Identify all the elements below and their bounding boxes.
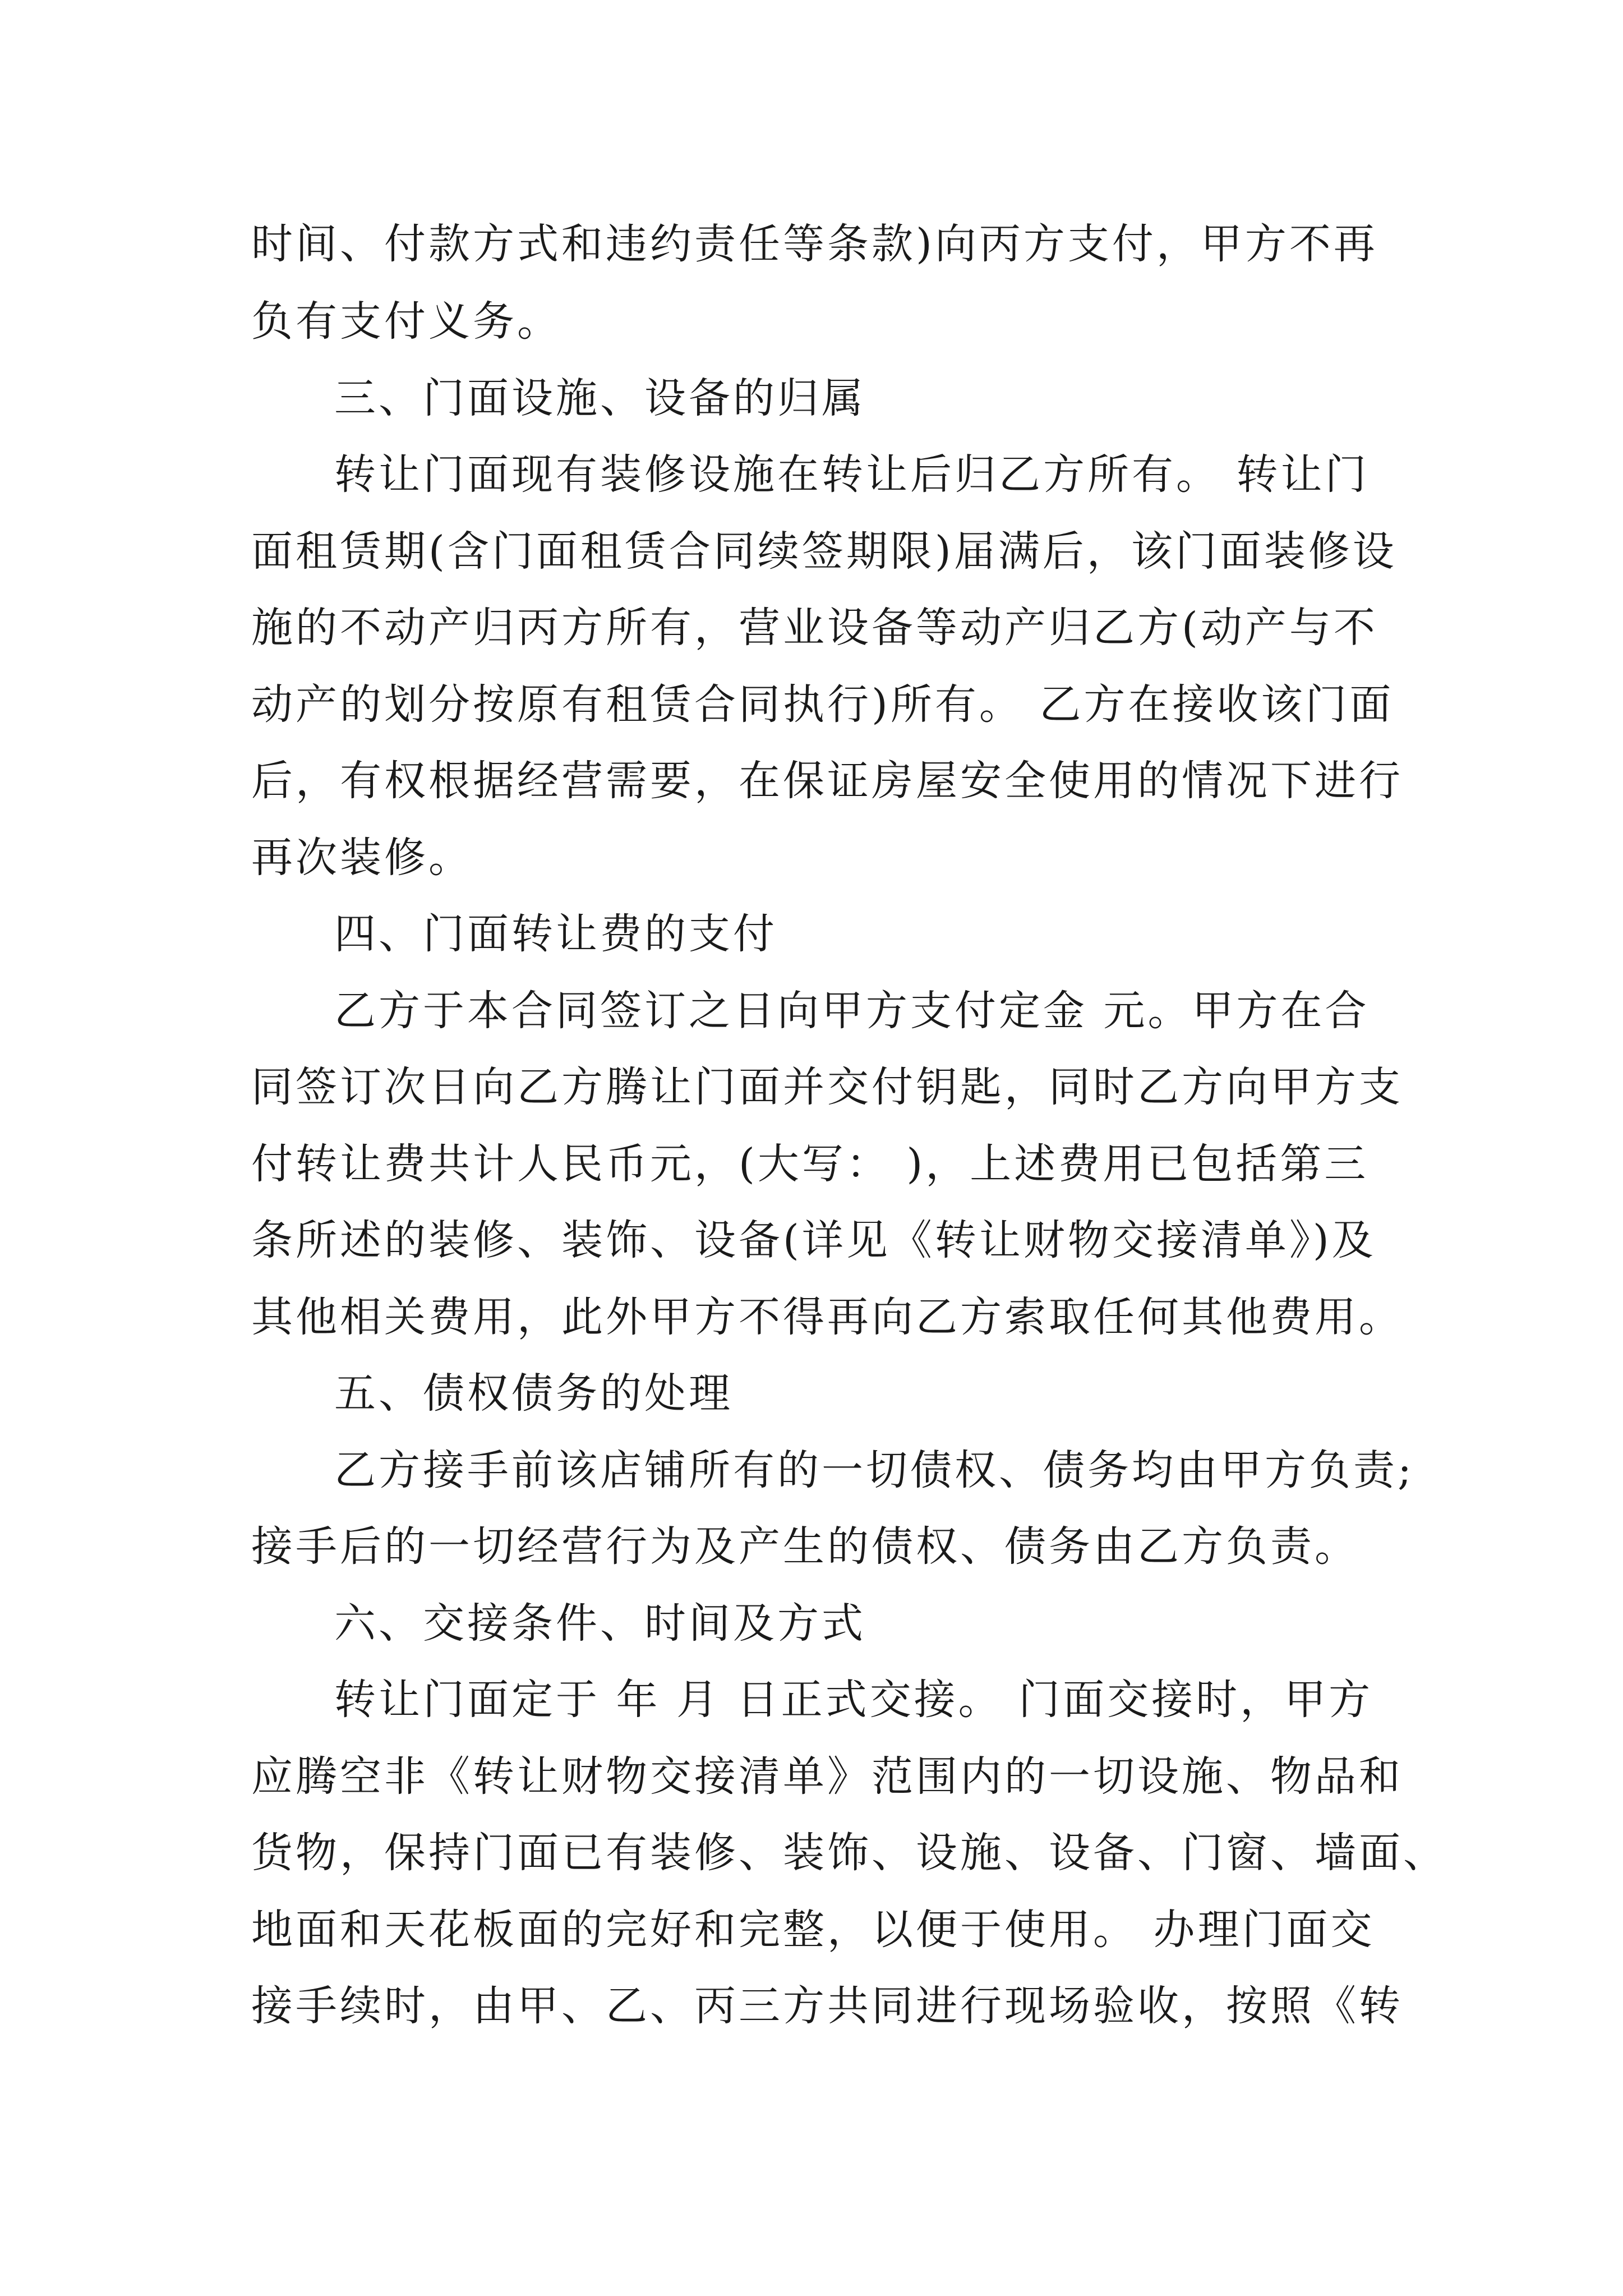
text-line: 付转让费共计人民币元，(大写： )，上述费用已包括第三 [251,1140,1369,1188]
text-line: 地面和天花板面的完好和完整，以便于使用。 办理门面交 [251,1906,1375,1954]
text-line: 货物，保持门面已有装修、装饰、设施、设备、门窗、墙面、 [251,1829,1447,1877]
text-line: 动产的划分按原有租赁合同执行)所有。 乙方在接收该门面 [251,680,1394,729]
text-line: 应腾空非《转让财物交接清单》范围内的一切设施、物品和 [251,1752,1403,1801]
text-line: 再次装修。 [251,834,473,882]
text-line: 接手续时，由甲、乙、丙三方共同进行现场验收，按照《转 [251,1982,1403,2030]
section-heading-6: 六、交接条件、时间及方式 [334,1599,866,1648]
text-line: 后，有权根据经营需要，在保证房屋安全使用的情况下进行 [251,757,1403,805]
text-line: 条所述的装修、装饰、设备(详见《转让财物交接清单》)及 [251,1216,1376,1264]
section-heading-4: 四、门面转让费的支付 [334,910,777,958]
text-line: 转让门面现有装修设施在转让后归乙方所有。 转让门 [334,450,1370,499]
text-line: 接手后的一切经营行为及产生的债权、债务由乙方负责。 [251,1522,1359,1571]
text-line: 转让门面定于 年 月 日正式交接。 门面交接时，甲方 [334,1676,1373,1724]
text-line: 负有支付义务。 [251,297,561,346]
section-heading-5: 五、债权债务的处理 [334,1369,733,1418]
text-line: 时间、付款方式和违约责任等条款)向丙方支付，甲方不再 [251,220,1378,268]
text-line: 其他相关费用，此外甲方不得再向乙方索取任何其他费用。 [251,1293,1403,1341]
text-line: 乙方于本合同签订之日向甲方支付定金 元。甲方在合 [334,987,1370,1035]
text-line: 乙方接手前该店铺所有的一切债权、债务均由甲方负责; [334,1446,1414,1494]
section-heading-3: 三、门面设施、设备的归属 [334,374,866,422]
text-line: 面租赁期(含门面租赁合同续签期限)届满后，该门面装修设 [251,527,1397,576]
text-line: 同签订次日向乙方腾让门面并交付钥匙，同时乙方向甲方支 [251,1063,1403,1111]
text-line: 施的不动产归丙方所有，营业设备等动产归乙方(动产与不 [251,604,1378,652]
